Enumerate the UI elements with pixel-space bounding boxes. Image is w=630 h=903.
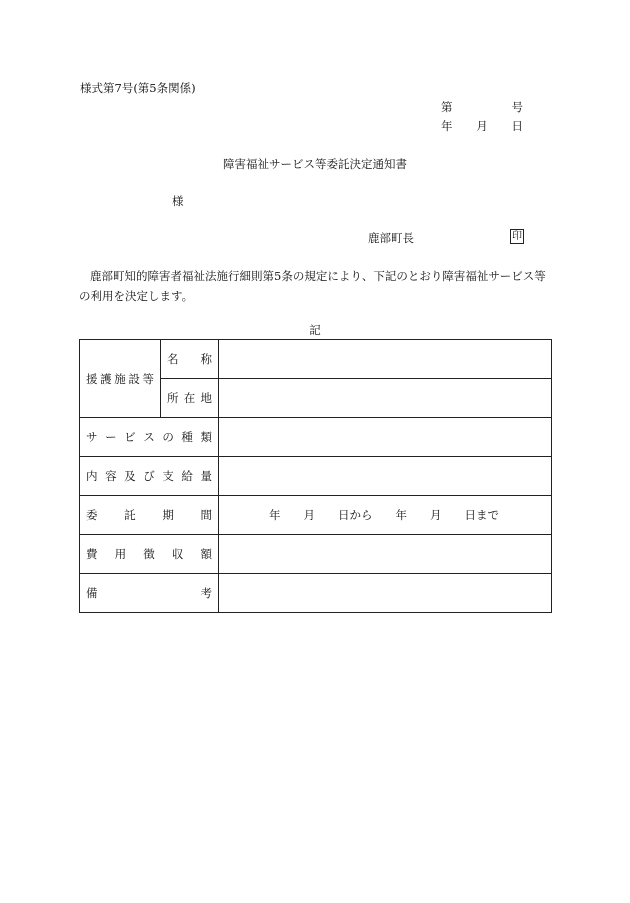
table-row bbox=[80, 418, 552, 457]
addressee-suffix: 様 bbox=[172, 194, 184, 208]
remarks-label: 備 考 bbox=[86, 586, 212, 600]
period-field[interactable] bbox=[219, 496, 552, 535]
period-label-cell bbox=[80, 496, 219, 535]
content-label: 内 容 及 び 支 給 量 bbox=[86, 469, 212, 483]
fee-field[interactable] bbox=[219, 535, 552, 574]
decision-table bbox=[79, 339, 552, 613]
date-year: 年 bbox=[441, 119, 453, 133]
location-field[interactable] bbox=[219, 379, 552, 418]
fee-label: 費 用 徴 収 額 bbox=[86, 547, 212, 561]
issuer-name: 鹿部町長 bbox=[368, 231, 414, 245]
table-row bbox=[80, 340, 552, 379]
facility-label: 援 護 施 設 等 bbox=[86, 371, 154, 386]
content-field[interactable] bbox=[219, 457, 552, 496]
ki-heading: 記 bbox=[309, 323, 321, 337]
form-number: 様式第7号(第5条関係) bbox=[80, 81, 196, 95]
date-day: 日 bbox=[511, 119, 523, 133]
period-value: 年 月 日から 年 月 日まで bbox=[269, 508, 499, 522]
facility-label-cell bbox=[80, 340, 161, 418]
fee-label-cell bbox=[80, 535, 219, 574]
name-label-cell bbox=[161, 340, 219, 379]
service-type-label: サ ー ビ ス の 種 類 bbox=[86, 430, 212, 444]
number-prefix: 第 bbox=[441, 100, 453, 114]
table-row bbox=[80, 496, 552, 535]
name-field[interactable] bbox=[219, 340, 552, 379]
remarks-label-cell bbox=[80, 574, 219, 613]
content-label-cell bbox=[80, 457, 219, 496]
date-month: 月 bbox=[476, 119, 488, 133]
table-row bbox=[80, 457, 552, 496]
table-row bbox=[80, 535, 552, 574]
service-type-label-cell bbox=[80, 418, 219, 457]
service-type-field[interactable] bbox=[219, 418, 552, 457]
document-number-line bbox=[441, 100, 523, 114]
name-label: 名 称 bbox=[167, 352, 212, 366]
number-suffix: 号 bbox=[511, 100, 523, 114]
table-row bbox=[80, 574, 552, 613]
issue-date-line bbox=[441, 119, 523, 133]
seal-mark: 印 bbox=[512, 231, 522, 242]
document-title: 障害福祉サービス等委託決定通知書 bbox=[223, 157, 407, 171]
remarks-field[interactable] bbox=[219, 574, 552, 613]
location-label-cell bbox=[161, 379, 219, 418]
body-text: 鹿部町知的障害者福祉法施行細則第5条の規定により、下記のとおり障害福祉サービス等の利用を決定します。 bbox=[79, 269, 546, 303]
period-label: 委 託 期 間 bbox=[86, 508, 212, 522]
location-label: 所 在 地 bbox=[167, 391, 212, 405]
